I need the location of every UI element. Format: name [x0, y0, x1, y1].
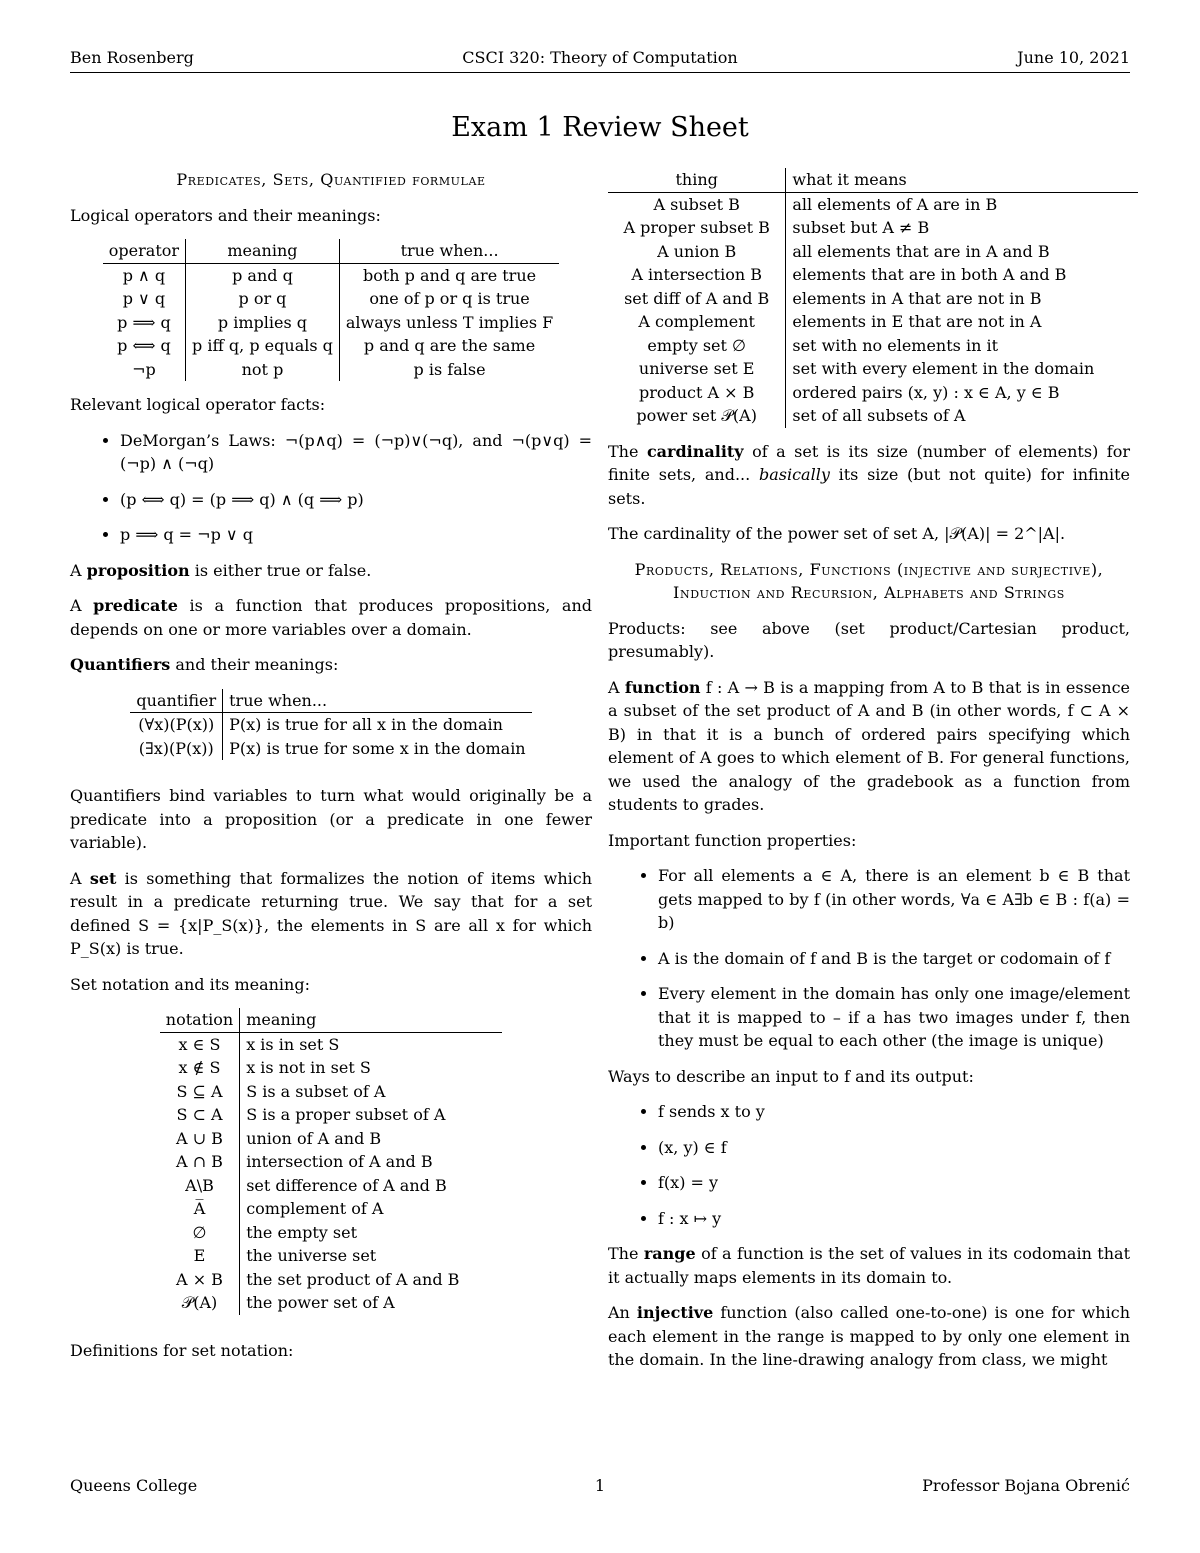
definitions-table	[608, 168, 1138, 428]
facts-list	[70, 429, 592, 547]
term: injective	[636, 1303, 714, 1322]
table-cell: all elements of A are in B	[792, 194, 998, 214]
text: and their meanings:	[170, 655, 339, 674]
table-row	[103, 287, 559, 311]
quantifiers-intro	[70, 653, 592, 677]
table-cell: x ∉ S	[160, 1056, 240, 1080]
table-header: meaning	[186, 239, 340, 263]
table-row	[130, 713, 531, 737]
header-author: Ben Rosenberg	[70, 48, 194, 67]
table-row	[103, 311, 559, 335]
table-cell: p ⟺ q	[103, 334, 186, 358]
table-header: notation	[160, 1008, 240, 1032]
page-title: Exam 1 Review Sheet	[451, 112, 749, 143]
table-cell: set difference of A and B	[246, 1175, 447, 1195]
table-cell: p iff q, p equals q	[186, 334, 340, 358]
table-header: thing	[608, 168, 786, 192]
table-row	[160, 1150, 502, 1174]
ways-list	[608, 1100, 1130, 1230]
page-number: 1	[594, 1476, 606, 1495]
text: function (also called one-to-one) is one for which each element in the range is mapped to by only one element in the domain. In the line-drawing analogy from class, we might	[608, 1303, 1130, 1369]
cardinality-definition	[608, 440, 1130, 511]
table-cell: set of all subsets of A	[792, 406, 966, 425]
table-row	[160, 1174, 502, 1198]
term: Quantifiers	[70, 655, 171, 674]
text: An	[608, 1303, 637, 1322]
table-cell: A̅	[160, 1197, 240, 1221]
table-cell: p is false	[413, 359, 486, 379]
table-row	[608, 192, 1138, 216]
list-item: • DeMorgan’s Laws: ¬(p∧q) = (¬p)∨(¬q), and ¬(p∨q) = (¬p) ∧ (¬q)	[120, 429, 592, 476]
table-row	[103, 334, 559, 358]
table-header: true when...	[223, 689, 532, 713]
table-row	[160, 1291, 502, 1315]
table-cell: S ⊆ A	[160, 1080, 240, 1104]
emphasis: basically	[758, 465, 830, 484]
table-cell: P(x) is true for all x in the domain	[229, 715, 503, 734]
quantifiers-table	[130, 689, 531, 761]
term: set	[89, 868, 117, 888]
table-cell: S ⊂ A	[160, 1103, 240, 1127]
table-row	[160, 1127, 502, 1151]
table-cell: the empty set	[246, 1222, 358, 1242]
table-cell: universe set E	[608, 357, 786, 381]
table-cell: ordered pairs (x, y) : x ∈ A, y ∈ B	[792, 382, 1060, 402]
table-header-row	[130, 689, 531, 713]
power-set-cardinality: The cardinality of the power set of set A, |𝒫(A)| = 2^|A|.	[608, 524, 1066, 543]
table-cell: the universe set	[246, 1246, 377, 1265]
term: cardinality	[646, 441, 744, 461]
products-note: Products: see above (set product/Cartesian product, presumably).	[608, 618, 1130, 661]
table-cell: power set 𝒫(A)	[608, 404, 786, 428]
table-cell: subset but A ≠ B	[792, 218, 930, 237]
header-course: CSCI 320: Theory of Computation	[462, 48, 738, 67]
table-cell: ¬p	[103, 358, 186, 382]
table-row	[608, 216, 1138, 240]
notation-intro: Set notation and its meaning:	[70, 974, 310, 994]
table-cell: union of A and B	[246, 1128, 382, 1148]
table-row	[160, 1268, 502, 1292]
table-row	[160, 1056, 502, 1080]
properties-intro: Important function properties:	[608, 830, 857, 850]
table-row	[608, 404, 1138, 428]
table-cell: empty set ∅	[608, 334, 786, 358]
table-row	[608, 357, 1138, 381]
proposition-definition	[70, 559, 592, 583]
table-cell: 𝒫(A)	[160, 1291, 240, 1315]
table-cell: p ⟹ q	[103, 311, 186, 335]
table-row	[130, 737, 531, 761]
right-column	[608, 168, 1130, 1384]
table-cell: S is a subset of A	[246, 1081, 386, 1101]
term: function	[624, 677, 701, 697]
table-cell: elements in A that are not in B	[792, 288, 1042, 308]
list-item: • Every element in the domain has only one image/element that it is mapped to – if a has two images under f, then they must be equal to each other (the image is unique)	[658, 982, 1130, 1053]
table-header: meaning	[240, 1008, 503, 1032]
table-cell: p ∧ q	[103, 263, 186, 287]
table-cell: A × B	[160, 1268, 240, 1292]
section-title-predicates: Predicates, Sets, Quantified formulae	[176, 170, 486, 189]
text: A	[70, 596, 94, 615]
table-cell: all elements that are in A and B	[792, 241, 1050, 261]
table-cell: not p	[186, 358, 340, 382]
table-cell: set diff of A and B	[608, 287, 786, 311]
text: A	[70, 560, 87, 580]
predicate-definition	[70, 594, 592, 641]
table-cell: E	[160, 1244, 240, 1268]
set-definition	[70, 867, 592, 961]
text: of a set is its size (number of elements) for finite sets, and...	[608, 441, 1130, 484]
table-cell: both p and q are true	[362, 265, 537, 285]
term: predicate	[93, 596, 178, 615]
table-header: quantifier	[130, 689, 222, 713]
table-cell: p or q	[186, 287, 340, 311]
footer-professor: Professor Bojana Obrenić	[922, 1476, 1130, 1495]
table-cell: x is not in set S	[246, 1058, 371, 1077]
function-definition	[608, 676, 1130, 817]
text: is a function that produces propositions, and depends on one or more variables over a domain.	[70, 596, 593, 639]
table-cell: S is a proper subset of A	[246, 1105, 446, 1124]
list-item: • p ⟹ q = ¬p ∨ q	[120, 523, 592, 547]
table-cell: P(x) is true for some x in the domain	[229, 738, 526, 758]
table-cell: elements in E that are not in A	[792, 312, 1042, 331]
ways-intro: Ways to describe an input to f and its output:	[608, 1066, 974, 1086]
table-cell: (∀x)(P(x))	[130, 713, 222, 737]
table-row	[608, 240, 1138, 264]
table-cell: complement of A	[246, 1199, 384, 1218]
range-definition	[608, 1242, 1130, 1289]
footer-school: Queens College	[70, 1476, 198, 1495]
table-row	[608, 263, 1138, 287]
text: The	[608, 1244, 644, 1263]
text: The	[608, 441, 647, 461]
table-row	[160, 1197, 502, 1221]
table-cell: A ∪ B	[160, 1127, 240, 1151]
header-date: June 10, 2021	[1017, 48, 1130, 67]
table-header-row	[608, 168, 1138, 192]
table-cell: x ∈ S	[160, 1032, 240, 1056]
table-cell: product A × B	[608, 381, 786, 405]
table-cell: set with no elements in it	[792, 335, 999, 355]
set-notation-table	[160, 1008, 502, 1315]
table-header: true when...	[339, 239, 559, 263]
table-cell: the power set of A	[246, 1293, 395, 1312]
quantifier-binding: Quantifiers bind variables to turn what would originally be a predicate into a proposition (or a predicate in one fewer variable).	[70, 786, 592, 852]
table-cell: p implies q	[186, 311, 340, 335]
text: A	[608, 677, 625, 697]
ops-intro: Logical operators and their meanings:	[70, 205, 381, 225]
list-item: • (p ⟺ q) = (p ⟹ q) ∧ (q ⟹ p)	[120, 488, 592, 512]
table-row	[608, 310, 1138, 334]
table-row	[608, 381, 1138, 405]
table-cell: p and q	[186, 263, 340, 287]
table-cell: intersection of A and B	[246, 1152, 433, 1171]
term: proposition	[86, 560, 190, 580]
list-item: • (x, y) ∈ f	[658, 1136, 1130, 1160]
page-header	[70, 46, 1130, 73]
table-row	[160, 1244, 502, 1268]
table-header-row	[160, 1008, 502, 1032]
table-cell: the set product of A and B	[246, 1269, 460, 1289]
table-row	[103, 358, 559, 382]
table-cell: elements that are in both A and B	[792, 265, 1067, 284]
table-row	[608, 334, 1138, 358]
table-cell: set with every element in the domain	[792, 359, 1095, 378]
left-column	[70, 168, 592, 1374]
list-item: • f : x ↦ y	[658, 1207, 1130, 1231]
table-cell: A ∩ B	[160, 1150, 240, 1174]
table-cell: ∅	[160, 1221, 240, 1245]
table-cell: A intersection B	[608, 263, 786, 287]
facts-intro: Relevant logical operator facts:	[70, 395, 326, 414]
table-header: what it means	[786, 168, 1138, 192]
text: A	[70, 868, 90, 888]
definitions-intro: Definitions for set notation:	[70, 1340, 294, 1360]
text: its size (but not quite) for infinite sets.	[608, 465, 1131, 508]
table-cell: (∃x)(P(x))	[130, 737, 222, 761]
text: of a function is the set of values in its codomain that it actually maps elements in its domain to.	[608, 1244, 1130, 1287]
table-row	[608, 287, 1138, 311]
table-cell: always unless T implies F	[345, 312, 554, 332]
table-row	[160, 1103, 502, 1127]
table-row	[103, 263, 559, 287]
table-cell: x is in set S	[246, 1034, 340, 1054]
table-cell: A complement	[608, 310, 786, 334]
list-item: • For all elements a ∈ A, there is an element b ∈ B that gets mapped to by f (in other words, ∀a ∈ A∃b ∈ B : f(a) = b)	[658, 864, 1130, 935]
section-title-functions: Products, Relations, Functions (injective and surjective), Induction and Recursion, Alphabets and Strings	[634, 559, 1104, 602]
injective-definition	[608, 1301, 1130, 1372]
text: f : A → B is a mapping from A to B that is in essence a subset of the set product of A and B (in other words, f ⊂ A × B) in that it is a bunch of ordered pairs specifying which element of A goes to which element of B. For general functions, we used the analogy of the gradebook as a function from students to grades.	[608, 677, 1131, 814]
table-cell: A proper subset B	[608, 216, 786, 240]
table-row	[160, 1032, 502, 1056]
table-row	[160, 1221, 502, 1245]
table-cell: A\B	[160, 1174, 240, 1198]
table-cell: p and q are the same	[363, 336, 536, 355]
list-item: • f sends x to y	[658, 1100, 1130, 1124]
list-item: • f(x) = y	[658, 1171, 1130, 1195]
table-cell: A subset B	[608, 192, 786, 216]
operators-table	[103, 239, 559, 381]
table-cell: one of p or q is true	[369, 289, 530, 308]
list-item: • A is the domain of f and B is the target or codomain of f	[658, 947, 1130, 971]
text: is either true or false.	[189, 560, 372, 580]
table-cell: A union B	[608, 240, 786, 264]
properties-list	[608, 864, 1130, 1053]
table-row	[160, 1080, 502, 1104]
text: is something that formalizes the notion of items which result in a predicate returning true. We say that for a set defined S = {x|P_S(x)}, the elements in S are all x for which P_S(x) is true.	[70, 868, 592, 958]
table-cell: p ∨ q	[103, 287, 186, 311]
table-header-row	[103, 239, 559, 263]
table-header: operator	[103, 239, 186, 263]
term: range	[643, 1244, 696, 1263]
